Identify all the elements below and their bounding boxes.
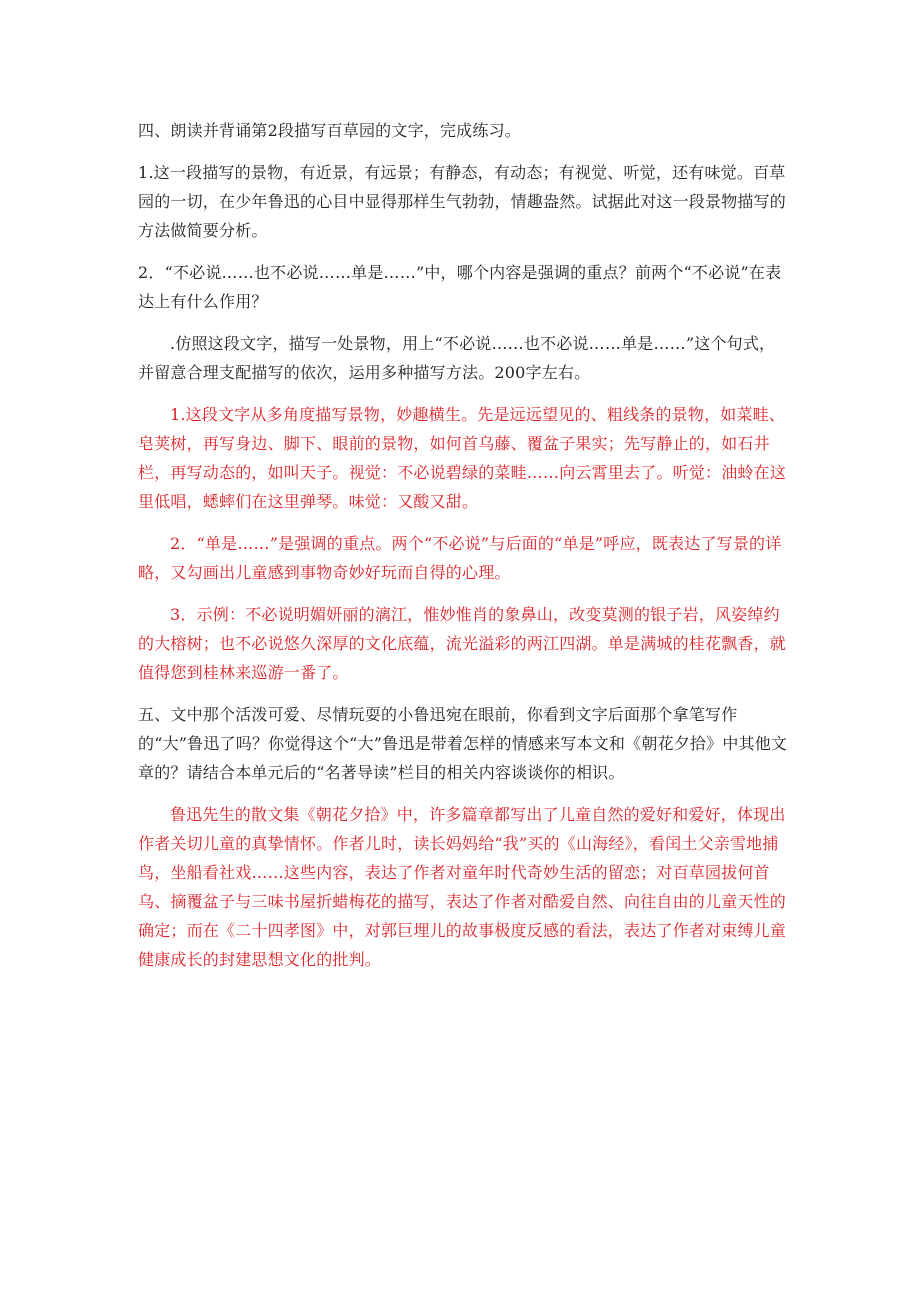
answer-4-item-2: 2．“单是……”是强调的重点。两个“不必说”与后面的“单是”呼应，既表达了写景的详略，又勾画出儿童感到事物奇妙好玩而自得的心理。 (138, 534, 782, 582)
question-4-item-1: 1.这一段描写的景物，有近景，有远景；有静态，有动态；有视觉、听觉，还有味觉。百草园的一切，在少年鲁迅的心目中显得那样生气勃勃，情趣盎然。试据此对这一段景物描写的方法做简要分析。 (138, 163, 787, 240)
answer-5: 鲁迅先生的散文集《朝花夕拾》中，许多篇章都写出了儿童自然的爱好和爱好，体现出作者关切儿童的真挚情怀。作者儿时，读长妈妈给“我”买的《山海经》，看闰土父亲雪地捕鸟，坐船看社戏……这些内容，表达了作者对童年时代奇妙生活的留恋；对百草园拔何首乌、摘覆盆子与三味书屋折蜡梅花的描写，表达了作者对酷爱自然、向往自由的儿童天性的确定；而在《二十四孝图》中，对郭巨埋儿的故事极度反感的看法，表达了作者对束缚儿童健康成长的封建思想文化的批判。 (138, 805, 787, 969)
answer-4-item-3: 3．示例：不必说明媚妍丽的漓江，惟妙惟肖的象鼻山，改变莫测的银子岩，风姿绰约的大榕树；也不必说悠久深厚的文化底蕴，流光溢彩的两江四湖。单是满城的桂花飘香，就值得您到桂林来巡游一番了。 (138, 605, 787, 682)
question-4-item-3: .仿照这段文字，描写一处景物，用上“不必说……也不必说……单是……”这个句式，并留意合理支配描写的依次，运用多种描写方法。200字左右。 (138, 334, 776, 382)
answer-4-item-1: 1.这段文字从多角度描写景物，妙趣横生。先是远远望见的、粗线条的景物，如菜畦、皂荚树，再写身边、脚下、眼前的景物，如何首乌藤、覆盆子果实；先写静止的，如石井栏，再写动态的，如叫天子。视觉：不必说碧绿的菜畦……向云霄里去了。听觉：油蛉在这里低唱，蟋蟀们在这里弹琴。味觉：又酸又甜。 (138, 405, 787, 511)
question-4-item-2: 2．“不必说……也不必说……单是……”中，哪个内容是强调的重点？前两个“不必说”在表达上有什么作用？ (138, 263, 782, 311)
question-5-heading: 五、文中那个活泼可爱、尽情玩耍的小鲁迅宛在眼前，你看到文字后面那个拿笔写作的“大”鲁迅了吗？你觉得这个“大”鲁迅是带着怎样的情感来写本文和《朝花夕拾》中其他文章的？请结合本单元后的“名著导读”栏目的相关内容谈谈你的相识。 (138, 705, 788, 782)
question-4-heading: 四、朗读并背诵第2段描写百草园的文字，完成练习。 (138, 121, 521, 140)
document-content (138, 116, 790, 974)
